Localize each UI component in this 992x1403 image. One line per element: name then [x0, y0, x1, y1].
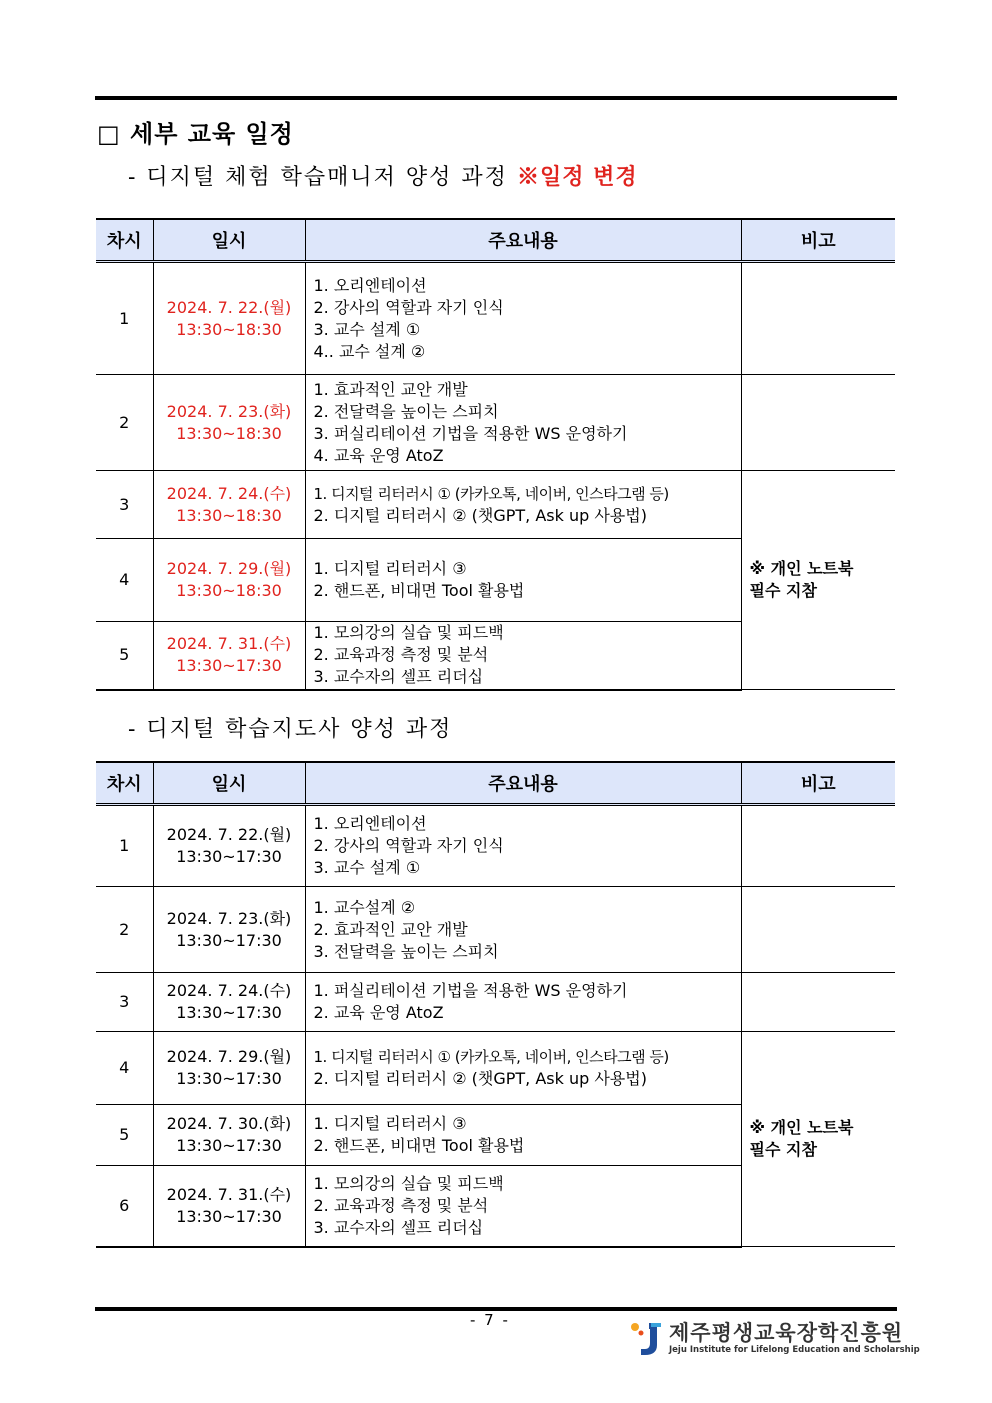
table-header-row — [96, 219, 895, 262]
table-row — [96, 805, 895, 887]
schedule-change-note: ※일정 변경 — [516, 164, 638, 190]
session-datetime — [153, 887, 305, 973]
content-item: 2. 교육과정 측정 및 분석 — [313, 645, 489, 665]
session-content — [305, 1105, 741, 1166]
session-memo — [741, 1032, 895, 1247]
course1-title — [128, 160, 638, 191]
session-content — [305, 375, 741, 471]
session-memo — [741, 471, 895, 690]
table-row — [96, 375, 895, 471]
session-time: 13:30~18:30 — [176, 581, 282, 600]
content-item: 3. 교수 설계 ① — [313, 319, 421, 339]
table-row — [96, 1032, 895, 1105]
header-datetime: 일시 — [153, 219, 305, 262]
session-number: 3 — [96, 973, 153, 1032]
session-datetime — [153, 375, 305, 471]
content-item: 3. 퍼실리테이션 기법을 적용한 WS 운영하기 — [313, 423, 628, 443]
session-number: 1 — [96, 805, 153, 887]
session-content — [305, 805, 741, 887]
content-item: 1. 디지털 리터러시 ① (카카오톡, 네이버, 인스타그램 등) — [313, 1048, 669, 1066]
session-memo-empty — [741, 262, 895, 375]
course1-schedule-table — [96, 218, 895, 691]
session-time: 13:30~17:30 — [176, 1003, 282, 1022]
content-item: 1. 디지털 리터러시 ③ — [313, 559, 467, 578]
session-number: 1 — [96, 262, 153, 375]
session-time: 13:30~17:30 — [176, 930, 282, 950]
content-item: 2. 핸드폰, 비대면 Tool 활용법 — [313, 1136, 525, 1155]
org-logo — [627, 1317, 920, 1361]
table-header-row — [96, 762, 895, 805]
course2-schedule-table — [96, 761, 895, 1248]
org-name: 제주평생교육장학진흥원 — [669, 1321, 904, 1345]
session-date: 2024. 7. 31.(수) — [166, 1184, 292, 1204]
session-time: 13:30~18:30 — [176, 505, 282, 525]
table-row — [96, 471, 895, 539]
header-datetime: 일시 — [153, 762, 305, 805]
content-item: 2. 디지털 리터러시 ② (챗GPT, Ask up 사용법) — [313, 505, 647, 525]
memo-line: 필수 지참 — [749, 581, 817, 600]
header-session: 차시 — [96, 219, 153, 262]
session-number: 4 — [96, 1032, 153, 1105]
session-memo-empty — [741, 887, 895, 973]
content-item: 1. 퍼실리테이션 기법을 적용한 WS 운영하기 — [313, 981, 628, 1000]
session-content — [305, 1032, 741, 1105]
content-item: 3. 교수자의 셀프 리더십 — [313, 1217, 484, 1237]
session-datetime — [153, 1166, 305, 1247]
header-content: 주요내용 — [305, 219, 741, 262]
session-number: 2 — [96, 375, 153, 471]
page-number: - 7 - — [470, 1311, 510, 1329]
content-item: 1. 디지털 리터러시 ③ — [313, 1114, 467, 1133]
session-number: 2 — [96, 887, 153, 973]
course1-title-text: - 디지털 체험 학습매니저 양성 과정 — [128, 165, 508, 190]
header-session: 차시 — [96, 762, 153, 805]
session-memo-empty — [741, 973, 895, 1032]
section-title: □ 세부 교육 일정 — [97, 120, 294, 148]
session-datetime — [153, 622, 305, 690]
session-datetime — [153, 1032, 305, 1105]
session-memo-empty — [741, 805, 895, 887]
content-item: 3. 교수 설계 ① — [313, 858, 421, 877]
session-content — [305, 539, 741, 622]
memo-line: ※ 개인 노트북 — [749, 559, 854, 578]
session-date: 2024. 7. 24.(수) — [166, 981, 292, 1000]
course2-title: - 디지털 학습지도사 양성 과정 — [128, 717, 453, 742]
content-item: 2. 강사의 역할과 자기 인식 — [313, 836, 504, 855]
session-number: 4 — [96, 539, 153, 622]
session-time: 13:30~17:30 — [176, 1206, 282, 1226]
org-logo-icon — [627, 1319, 665, 1359]
session-number: 5 — [96, 1105, 153, 1166]
session-date: 2024. 7. 29.(월) — [166, 559, 292, 578]
session-content — [305, 1166, 741, 1247]
session-time: 13:30~17:30 — [176, 1136, 282, 1155]
top-rule — [95, 96, 897, 100]
content-item: 2. 강사의 역할과 자기 인식 — [313, 297, 504, 317]
session-time: 13:30~18:30 — [176, 423, 282, 443]
memo-line: ※ 개인 노트북 — [749, 1118, 854, 1137]
session-number: 3 — [96, 471, 153, 539]
session-memo-empty — [741, 375, 895, 471]
content-item: 1. 디지털 리터러시 ① (카카오톡, 네이버, 인스타그램 등) — [313, 484, 669, 503]
content-item: 1. 교수설계 ② — [313, 897, 416, 917]
header-note: 비고 — [741, 762, 895, 805]
session-date: 2024. 7. 22.(월) — [166, 297, 292, 317]
table-row — [96, 887, 895, 973]
session-time: 13:30~18:30 — [176, 319, 282, 339]
session-content — [305, 262, 741, 375]
session-datetime — [153, 973, 305, 1032]
content-item: 1. 효과적인 교안 개발 — [313, 379, 468, 399]
content-item: 1. 모의강의 실습 및 피드백 — [313, 623, 504, 643]
memo-line: 필수 지참 — [749, 1140, 817, 1159]
content-item: 3. 전달력을 높이는 스피치 — [313, 941, 499, 961]
content-item: 3. 교수자의 셀프 리더십 — [313, 667, 484, 687]
table-row — [96, 973, 895, 1032]
session-date: 2024. 7. 23.(화) — [166, 401, 292, 421]
session-number: 6 — [96, 1166, 153, 1247]
session-number: 5 — [96, 622, 153, 690]
session-date: 2024. 7. 22.(월) — [166, 825, 292, 844]
session-datetime — [153, 471, 305, 539]
content-item: 2. 디지털 리터러시 ② (챗GPT, Ask up 사용법) — [313, 1069, 647, 1088]
session-time: 13:30~17:30 — [176, 1069, 282, 1088]
session-content — [305, 973, 741, 1032]
session-time: 13:30~17:30 — [176, 656, 282, 676]
content-item: 1. 오리엔테이션 — [313, 814, 427, 833]
session-content — [305, 471, 741, 539]
session-content — [305, 622, 741, 690]
session-content — [305, 887, 741, 973]
header-note: 비고 — [741, 219, 895, 262]
table-row — [96, 262, 895, 375]
content-item: 2. 교육 운영 AtoZ — [313, 1003, 444, 1022]
content-item: 4. 교육 운영 AtoZ — [313, 445, 444, 465]
session-date: 2024. 7. 31.(수) — [166, 634, 292, 654]
session-time: 13:30~17:30 — [176, 847, 282, 866]
content-item: 4.. 교수 설계 ② — [313, 341, 426, 361]
session-date: 2024. 7. 24.(수) — [166, 483, 292, 503]
header-content: 주요내용 — [305, 762, 741, 805]
session-datetime — [153, 539, 305, 622]
session-datetime — [153, 1105, 305, 1166]
content-item: 1. 오리엔테이션 — [313, 275, 427, 295]
content-item: 1. 모의강의 실습 및 피드백 — [313, 1173, 504, 1193]
content-item: 2. 핸드폰, 비대면 Tool 활용법 — [313, 581, 525, 600]
session-date: 2024. 7. 30.(화) — [166, 1114, 292, 1133]
session-datetime — [153, 805, 305, 887]
session-date: 2024. 7. 23.(화) — [166, 908, 292, 928]
org-name-en: Jeju Institute for Lifelong Education and Scholarship — [669, 1345, 920, 1355]
content-item: 2. 전달력을 높이는 스피치 — [313, 401, 499, 421]
session-date: 2024. 7. 29.(월) — [166, 1047, 292, 1066]
content-item: 2. 교육과정 측정 및 분석 — [313, 1195, 489, 1215]
session-datetime — [153, 262, 305, 375]
content-item: 2. 효과적인 교안 개발 — [313, 919, 468, 939]
